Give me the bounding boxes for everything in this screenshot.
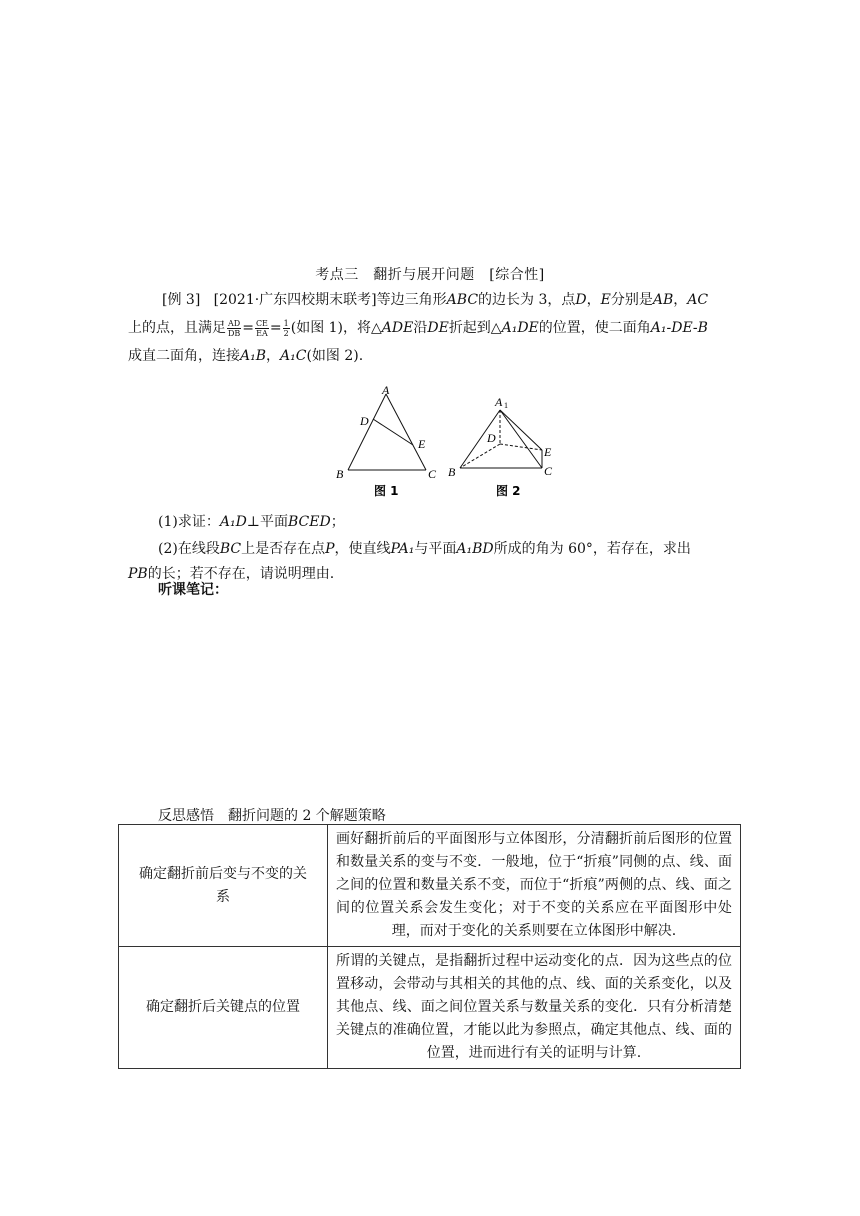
text: 与平面 bbox=[414, 541, 457, 557]
label-A: A bbox=[382, 383, 390, 397]
text: 的长；若不存在，请说明理由. bbox=[147, 566, 335, 582]
table-row bbox=[119, 947, 741, 1069]
table-key: 确定翻折后关键点的位置 bbox=[119, 947, 328, 1069]
table-value: 所谓的关键点，是指翻折过程中运动变化的点．因为这些点的位置移动，会带动与其相关的其他的点、线、面的关系变化，以及其他点、线、面之间位置关系与数量关系的变化．只有分析清楚关键点的准确位置，才能以此为参照点，确定其他点、线、面的位置，进而进行有关的证明与计算. bbox=[328, 947, 741, 1069]
fraction: $\frac{1}{2}$ bbox=[283, 318, 289, 338]
text: (1)求证： bbox=[158, 514, 220, 530]
text: (如图 2). bbox=[306, 348, 364, 364]
text: ， bbox=[673, 292, 688, 308]
label-C: C bbox=[428, 467, 437, 481]
text: 所成的角为 60°，若存在，求出 bbox=[493, 541, 691, 557]
example-line-1 bbox=[162, 286, 774, 314]
math: A₁C bbox=[280, 348, 307, 364]
math: PB bbox=[128, 566, 148, 582]
fraction: $\frac{AD}{DB}$ bbox=[227, 318, 241, 338]
text: 沿 bbox=[413, 320, 428, 336]
label-A1: A bbox=[495, 395, 503, 409]
section-title: 考点三 翻折与展开问题 [综合性] bbox=[315, 267, 545, 283]
text: 折起到△ bbox=[448, 320, 502, 336]
text: ，使直线 bbox=[334, 541, 391, 557]
figure-1-triangle bbox=[348, 394, 426, 470]
example-source: [2021·广东四校期末联考] bbox=[213, 292, 377, 308]
text: 等边三角形 bbox=[376, 292, 447, 308]
notes-label: 听课笔记： bbox=[158, 582, 228, 598]
text: 的位置，使二面角 bbox=[538, 320, 651, 336]
text: 分别是 bbox=[610, 292, 653, 308]
table-row bbox=[119, 825, 741, 947]
example-line-3 bbox=[128, 342, 740, 370]
text: 成直二面角，连接 bbox=[128, 348, 240, 364]
text: 上的点，且满足 bbox=[128, 320, 226, 336]
figures bbox=[330, 382, 570, 502]
text: ， bbox=[586, 292, 601, 308]
label-B-3d: B bbox=[448, 465, 456, 479]
label-C-3d: C bbox=[544, 464, 553, 478]
label-B: B bbox=[336, 467, 344, 481]
label-A1-subscript: 1 bbox=[504, 401, 508, 410]
text: (如图 1)，将△ bbox=[290, 320, 382, 336]
text: = bbox=[242, 320, 254, 336]
strategy-table bbox=[118, 824, 741, 1069]
example-line-2 bbox=[128, 314, 740, 342]
label-D-3d: D bbox=[487, 431, 496, 445]
math: BC bbox=[219, 541, 242, 557]
text: ； bbox=[330, 514, 345, 530]
text: ⊥平面 bbox=[246, 514, 288, 530]
fraction: $\frac{CE}{EA}$ bbox=[255, 318, 268, 338]
math: AB bbox=[652, 292, 674, 308]
question-1 bbox=[158, 508, 770, 536]
label-E: E bbox=[418, 437, 426, 451]
table-value: 画好翻折前后的平面图形与立体图形，分清翻折前后图形的位置和数量关系的变与不变．一般地，位于“折痕”同侧的点、线、面之间的位置和数量关系不变，而位于“折痕”两侧的点、线、面之间的位置关系会发生变化；对于不变的关系应在平面图形中处理，而对于变化的关系则要在立体图形中解决. bbox=[328, 825, 741, 947]
math: A₁BD bbox=[456, 541, 494, 557]
figure-1-caption: 图 1 bbox=[374, 484, 399, 498]
math: A₁DE bbox=[501, 320, 539, 336]
text: = bbox=[269, 320, 282, 336]
label-D: D bbox=[360, 414, 369, 428]
figure-2-caption: 图 2 bbox=[496, 484, 521, 498]
math: AC bbox=[687, 292, 709, 308]
text: 的边长为 3，点 bbox=[478, 292, 576, 308]
reflection-title: 反思感悟 翻折问题的 2 个解题策略 bbox=[158, 808, 386, 824]
math: E bbox=[600, 292, 611, 308]
figure-2-solid bbox=[460, 410, 542, 468]
table-key: 确定翻折前后变与不变的关系 bbox=[119, 825, 328, 947]
math: A₁-DE-B bbox=[650, 320, 708, 336]
text: (2)在线段 bbox=[158, 541, 220, 557]
math: BCED bbox=[287, 514, 331, 530]
math: A₁B bbox=[240, 348, 267, 364]
example-label: [例 3] bbox=[162, 292, 201, 308]
math: ADE bbox=[381, 320, 414, 336]
question-2-line-1 bbox=[158, 535, 770, 563]
math: D bbox=[575, 292, 587, 308]
math: PA₁ bbox=[390, 541, 415, 557]
math: A₁D bbox=[219, 514, 247, 530]
math: DE bbox=[427, 320, 449, 336]
text: ， bbox=[266, 348, 281, 364]
math: P bbox=[325, 541, 335, 557]
label-E-3d: E bbox=[544, 445, 552, 459]
math: ABC bbox=[446, 292, 479, 308]
text: 上是否存在点 bbox=[241, 541, 326, 557]
